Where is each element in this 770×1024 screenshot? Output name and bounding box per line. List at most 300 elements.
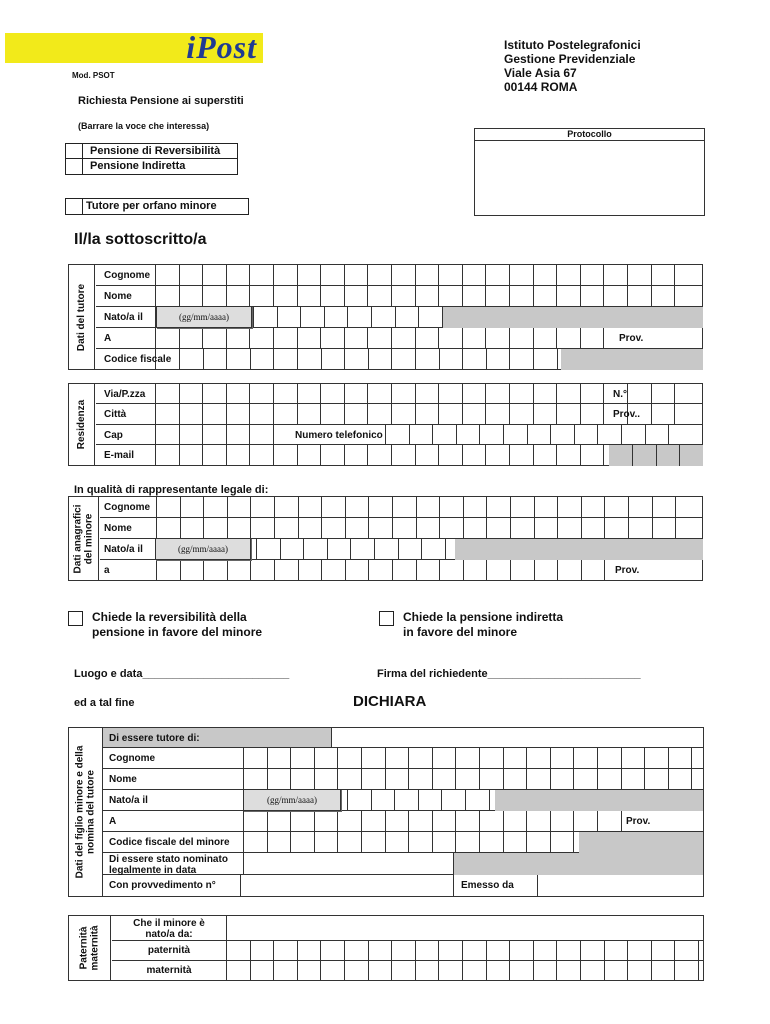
- grid-line: [453, 853, 454, 875]
- grid-line: [298, 497, 299, 518]
- grid-line: [250, 518, 251, 539]
- grid-line: [250, 961, 251, 981]
- grid-line: [438, 445, 439, 466]
- grid-line: [439, 518, 440, 539]
- indiretta-minore-checkbox[interactable]: [379, 611, 394, 626]
- grid-line: [392, 497, 393, 518]
- grid-line: [250, 497, 251, 518]
- grid-line: [320, 961, 321, 981]
- grid-line: [155, 265, 156, 286]
- grid-line: [550, 811, 551, 832]
- grid-line: [438, 941, 439, 961]
- grid-line: [604, 941, 605, 961]
- grid-line: [533, 941, 534, 961]
- grid-line: [479, 811, 480, 832]
- grid-line: [368, 941, 369, 961]
- grid-line: [202, 404, 203, 425]
- grid-line: [226, 328, 227, 349]
- grid-line: [509, 384, 510, 404]
- grid-line: [155, 286, 156, 307]
- grid-line: [321, 349, 322, 370]
- grid-line: [392, 560, 393, 581]
- grid-line: [674, 384, 675, 404]
- grid-line: [385, 748, 386, 769]
- grid-line: [526, 769, 527, 790]
- grid-line: [321, 497, 322, 518]
- grid-line: [371, 307, 372, 328]
- grid-line: [632, 445, 633, 466]
- grid-line: [533, 961, 534, 981]
- grid-line: [415, 404, 416, 425]
- grid-line: [556, 941, 557, 961]
- grid-line: [320, 404, 321, 425]
- grid-line: [337, 811, 338, 832]
- grid-line: [621, 425, 622, 445]
- label-che-minore: [112, 918, 226, 940]
- label-paternita: paternità: [147, 945, 191, 956]
- grid-line: [297, 265, 298, 286]
- grid-line: [267, 811, 268, 832]
- grid-line: [573, 769, 574, 790]
- grid-line: [486, 349, 487, 370]
- grid-line: [432, 748, 433, 769]
- grid-line: [361, 832, 362, 853]
- rappresentante-heading: In qualità di rappresentante legale di:: [74, 484, 269, 496]
- grid-line: [155, 425, 156, 445]
- grid-line: [604, 497, 605, 518]
- grid-line: [226, 384, 227, 404]
- grid-line: [203, 560, 204, 581]
- grid-line: [226, 961, 227, 981]
- side-text: Dati del tutore: [76, 283, 88, 351]
- reversibilita-minore-label: [92, 610, 262, 640]
- grid-line: [462, 384, 463, 404]
- grid-line: [526, 832, 527, 853]
- grid-line: [556, 384, 557, 404]
- grid-line: [368, 497, 369, 518]
- grid-line: [533, 404, 534, 425]
- grid-line: [344, 286, 345, 307]
- side-line: maternità: [89, 925, 101, 971]
- grid-line: [486, 560, 487, 581]
- grid-line: [226, 941, 227, 961]
- grid-line: [573, 811, 574, 832]
- grid-line: [698, 941, 699, 961]
- grid-line: [668, 425, 669, 445]
- firma-field[interactable]: Firma del richiedente_________________________: [377, 668, 641, 680]
- grid-line: [203, 349, 204, 370]
- grid-line: [361, 748, 362, 769]
- grid-line: [273, 404, 274, 425]
- grid-line: [385, 425, 386, 445]
- grid-line: [320, 286, 321, 307]
- grid-line: [679, 445, 680, 466]
- grid-line: [462, 445, 463, 466]
- grid-line: [557, 497, 558, 518]
- grid-line: [421, 539, 422, 560]
- grid-line: [179, 328, 180, 349]
- grid-line: [179, 445, 180, 466]
- grid-line: [415, 265, 416, 286]
- grid-line: [581, 497, 582, 518]
- grid-line: [243, 769, 244, 790]
- grid-line: [674, 265, 675, 286]
- grid-line: [557, 560, 558, 581]
- label-nome: Nome: [104, 523, 132, 534]
- minore-grid: [68, 496, 703, 581]
- grid-line: [442, 307, 443, 328]
- ed-a-tal-fine: ed a tal fine: [74, 697, 135, 709]
- grid-line: [155, 445, 156, 466]
- option-indiretta[interactable]: [66, 159, 237, 174]
- grid-line: [273, 265, 274, 286]
- grid-line: [486, 961, 487, 981]
- grid-line: [627, 286, 628, 307]
- grid-line: [385, 811, 386, 832]
- label-codice-fiscale: Codice fiscale: [104, 354, 172, 365]
- grid-line: [408, 832, 409, 853]
- reversibilita-checkbox[interactable]: [66, 144, 83, 158]
- dichiara-cells[interactable]: [103, 748, 704, 897]
- grid-line: [416, 518, 417, 539]
- label-a: A: [109, 816, 117, 827]
- grid-line: [303, 539, 304, 560]
- grid-line: [344, 404, 345, 425]
- grid-line: [240, 875, 241, 896]
- grid-line: [651, 961, 652, 981]
- grid-line: [367, 445, 368, 466]
- grid-line: [290, 811, 291, 832]
- grid-line: [621, 748, 622, 769]
- grid-line: [432, 769, 433, 790]
- grid-line: [604, 518, 605, 539]
- grid-line: [391, 286, 392, 307]
- dichiara-title: DICHIARA: [353, 693, 427, 710]
- grid-line: [453, 875, 454, 896]
- date-field[interactable]: (gg/mm/aaaa): [243, 789, 341, 811]
- grid-line: [651, 286, 652, 307]
- grid-line: [274, 518, 275, 539]
- grid-line: [415, 445, 416, 466]
- grid-line: [202, 384, 203, 404]
- grid-line: [361, 769, 362, 790]
- grid-line: [509, 445, 510, 466]
- label-a: A: [104, 333, 112, 344]
- grid-line: [462, 328, 463, 349]
- grid-line: [327, 539, 328, 560]
- grid-line: [344, 941, 345, 961]
- grid-line: [227, 518, 228, 539]
- paternita-side-label: [69, 916, 111, 980]
- grid-line: [509, 286, 510, 307]
- grid-line: [297, 961, 298, 981]
- reversibilita-label: Pensione di Reversibilità: [90, 145, 221, 157]
- grid-line: [344, 384, 345, 404]
- grid-line: [273, 961, 274, 981]
- grid-line: [691, 769, 692, 790]
- grid-line: [597, 769, 598, 790]
- grid-line: [438, 265, 439, 286]
- grid-line: [603, 445, 604, 466]
- dichiara-side-label: [68, 727, 103, 897]
- address-line: 00144 ROMA: [504, 80, 578, 94]
- grid-line: [456, 425, 457, 445]
- grid-line: [486, 941, 487, 961]
- grid-line: [273, 349, 274, 370]
- grid-line: [391, 349, 392, 370]
- grid-line: [226, 349, 227, 370]
- grid-line: [668, 769, 669, 790]
- mod-code: Mod. PSOT: [72, 71, 115, 80]
- grid-line: [534, 497, 535, 518]
- grid-line: [503, 748, 504, 769]
- grid-line: [603, 384, 604, 404]
- indiretta-label: Pensione Indiretta: [90, 160, 186, 172]
- address-line: Gestione Previdenziale: [504, 52, 636, 66]
- side-text: [79, 925, 101, 970]
- grid-line: [556, 961, 557, 981]
- choice-line: in favore del minore: [403, 625, 518, 639]
- grid-line: [580, 404, 581, 425]
- grid-line: [415, 941, 416, 961]
- grid-line: [156, 560, 157, 581]
- grid-line: [347, 790, 348, 811]
- grid-line: [621, 769, 622, 790]
- grid-line: [273, 384, 274, 404]
- grid-line: [344, 349, 345, 370]
- side-line: del minore: [83, 513, 95, 564]
- grid-line: [324, 307, 325, 328]
- grid-line: [509, 349, 510, 370]
- side-line: Dati anagrafici: [72, 504, 84, 573]
- grid-line: [179, 265, 180, 286]
- grid-line: [644, 769, 645, 790]
- grid-line: [485, 445, 486, 466]
- grid-line: [580, 384, 581, 404]
- grid-line: [391, 961, 392, 981]
- grid-line: [462, 404, 463, 425]
- label-cf-minore: Codice fiscale del minore: [109, 837, 230, 848]
- grid-line: [455, 811, 456, 832]
- grid-line: [533, 349, 534, 370]
- grid-line: [345, 560, 346, 581]
- grid-line: [385, 769, 386, 790]
- grid-line: [432, 832, 433, 853]
- grid-line: [371, 790, 372, 811]
- grid-line: [290, 748, 291, 769]
- grid-line: [227, 497, 228, 518]
- grid-line: [509, 404, 510, 425]
- indiretta-minore-label: [403, 610, 563, 640]
- grid-line: [392, 518, 393, 539]
- grid-line: [627, 941, 628, 961]
- paternita-cells[interactable]: [112, 916, 703, 980]
- date-field[interactable]: (gg/mm/aaaa): [156, 306, 252, 328]
- grid-line: [156, 497, 157, 518]
- grid-line: [438, 961, 439, 981]
- grid-line: [408, 811, 409, 832]
- grid-line: [367, 328, 368, 349]
- grid-line: [652, 497, 653, 518]
- logo-text: iPost: [186, 33, 257, 63]
- grid-line: [550, 425, 551, 445]
- grid-line: [344, 445, 345, 466]
- grid-line: [455, 748, 456, 769]
- grid-line: [485, 384, 486, 404]
- grid-line: [297, 404, 298, 425]
- grid-line: [651, 265, 652, 286]
- grid-line: [489, 790, 490, 811]
- grid-line: [243, 811, 244, 832]
- page-title: Richiesta Pensione ai superstiti: [78, 95, 244, 107]
- grid-line: [179, 286, 180, 307]
- grid-line: [267, 832, 268, 853]
- grid-line: [463, 497, 464, 518]
- grid-line: [574, 425, 575, 445]
- grid-line: [249, 328, 250, 349]
- grid-line: [418, 790, 419, 811]
- grid-line: [503, 769, 504, 790]
- grid-line: [337, 832, 338, 853]
- grid-line: [297, 941, 298, 961]
- grid-line: [249, 265, 250, 286]
- instruction: (Barrare la voce che interessa): [78, 121, 210, 131]
- reversibilita-minore-checkbox[interactable]: [68, 611, 83, 626]
- grid-line: [463, 518, 464, 539]
- grid-line: [479, 748, 480, 769]
- grid-line: [668, 748, 669, 769]
- grid-line: [462, 961, 463, 981]
- grid-line: [580, 941, 581, 961]
- grid-line: [320, 445, 321, 466]
- grid-line: [479, 769, 480, 790]
- label-nome: Nome: [109, 774, 137, 785]
- grid-line: [526, 811, 527, 832]
- grid-line: [253, 307, 254, 328]
- grid-line: [368, 560, 369, 581]
- grid-line: [674, 286, 675, 307]
- address-line: Istituto Postelegrafonici: [504, 38, 641, 52]
- label-prov: Prov.: [619, 333, 644, 344]
- grid-line: [391, 384, 392, 404]
- grid-line: [509, 961, 510, 981]
- grid-line: [243, 832, 244, 853]
- grid-line: [202, 425, 203, 445]
- grid-line: [462, 941, 463, 961]
- grid-line: [455, 769, 456, 790]
- grid-line: [438, 404, 439, 425]
- grid-line: [503, 832, 504, 853]
- grid-line: [580, 286, 581, 307]
- grid-line: [463, 560, 464, 581]
- indiretta-checkbox[interactable]: [66, 159, 83, 174]
- grid-line: [179, 404, 180, 425]
- grid-line: [243, 853, 244, 875]
- grid-line: [300, 307, 301, 328]
- label-cognome: Cognome: [104, 502, 151, 513]
- label-citta: Città: [104, 409, 127, 420]
- grid-line: [320, 941, 321, 961]
- grid-line: [337, 748, 338, 769]
- grid-line: [580, 445, 581, 466]
- grid-line: [321, 560, 322, 581]
- side-text: Residenza: [76, 399, 87, 450]
- grid-line: [651, 384, 652, 404]
- grid-line: [156, 518, 157, 539]
- di-essere-tutore-label: Di essere tutore di:: [109, 733, 200, 744]
- grid-line: [557, 518, 558, 539]
- grid-line: [250, 560, 251, 581]
- grid-line: [297, 445, 298, 466]
- tutore-grid: [68, 264, 703, 370]
- grid-line: [277, 307, 278, 328]
- grid-line: [416, 560, 417, 581]
- grid-line: [320, 384, 321, 404]
- option-tutore[interactable]: [65, 198, 249, 215]
- grid-line: [409, 425, 410, 445]
- grid-line: [226, 445, 227, 466]
- grid-line: [267, 748, 268, 769]
- grid-line: [556, 265, 557, 286]
- option-reversibilita[interactable]: [66, 144, 237, 159]
- grid-line: [439, 497, 440, 518]
- grid-line: [344, 328, 345, 349]
- side-line: Dati del figlio minore e della: [74, 745, 86, 879]
- grid-line: [439, 349, 440, 370]
- grid-line: [503, 425, 504, 445]
- label-prov: Prov..: [613, 409, 641, 420]
- label-nato-il: Nato/a il: [104, 312, 143, 323]
- grid-line: [374, 539, 375, 560]
- grid-line: [510, 497, 511, 518]
- grid-line: [298, 560, 299, 581]
- grid-line: [415, 384, 416, 404]
- side-line: Paternità: [78, 926, 90, 970]
- grid-line: [479, 425, 480, 445]
- grid-line: [155, 404, 156, 425]
- nominato-line: legalmente in data: [109, 865, 197, 876]
- grid-line: [486, 518, 487, 539]
- grid-line: [603, 328, 604, 349]
- grid-line: [202, 445, 203, 466]
- grid-line: [533, 265, 534, 286]
- grid-line: [408, 769, 409, 790]
- grid-line: [203, 518, 204, 539]
- grid-line: [226, 404, 227, 425]
- grid-line: [462, 349, 463, 370]
- residenza-grid-lines: [69, 384, 702, 465]
- grid-line: [557, 349, 558, 370]
- grid-line: [550, 832, 551, 853]
- grid-line: [256, 539, 257, 560]
- grid-line: [485, 328, 486, 349]
- tutore-checkbox[interactable]: [66, 199, 83, 214]
- grid-line: [627, 384, 628, 404]
- grid-line: [418, 307, 419, 328]
- grid-line: [415, 286, 416, 307]
- grid-line: [155, 328, 156, 349]
- grid-line: [368, 349, 369, 370]
- grid-line: [179, 384, 180, 404]
- luogo-data-field[interactable]: Luogo e data________________________: [74, 668, 290, 680]
- grid-line: [439, 560, 440, 581]
- grid-line: [314, 769, 315, 790]
- recipient-address: [504, 38, 641, 94]
- grid-line: [290, 769, 291, 790]
- date-field[interactable]: (gg/mm/aaaa): [155, 538, 251, 560]
- grid-line: [651, 941, 652, 961]
- grid-line: [580, 961, 581, 981]
